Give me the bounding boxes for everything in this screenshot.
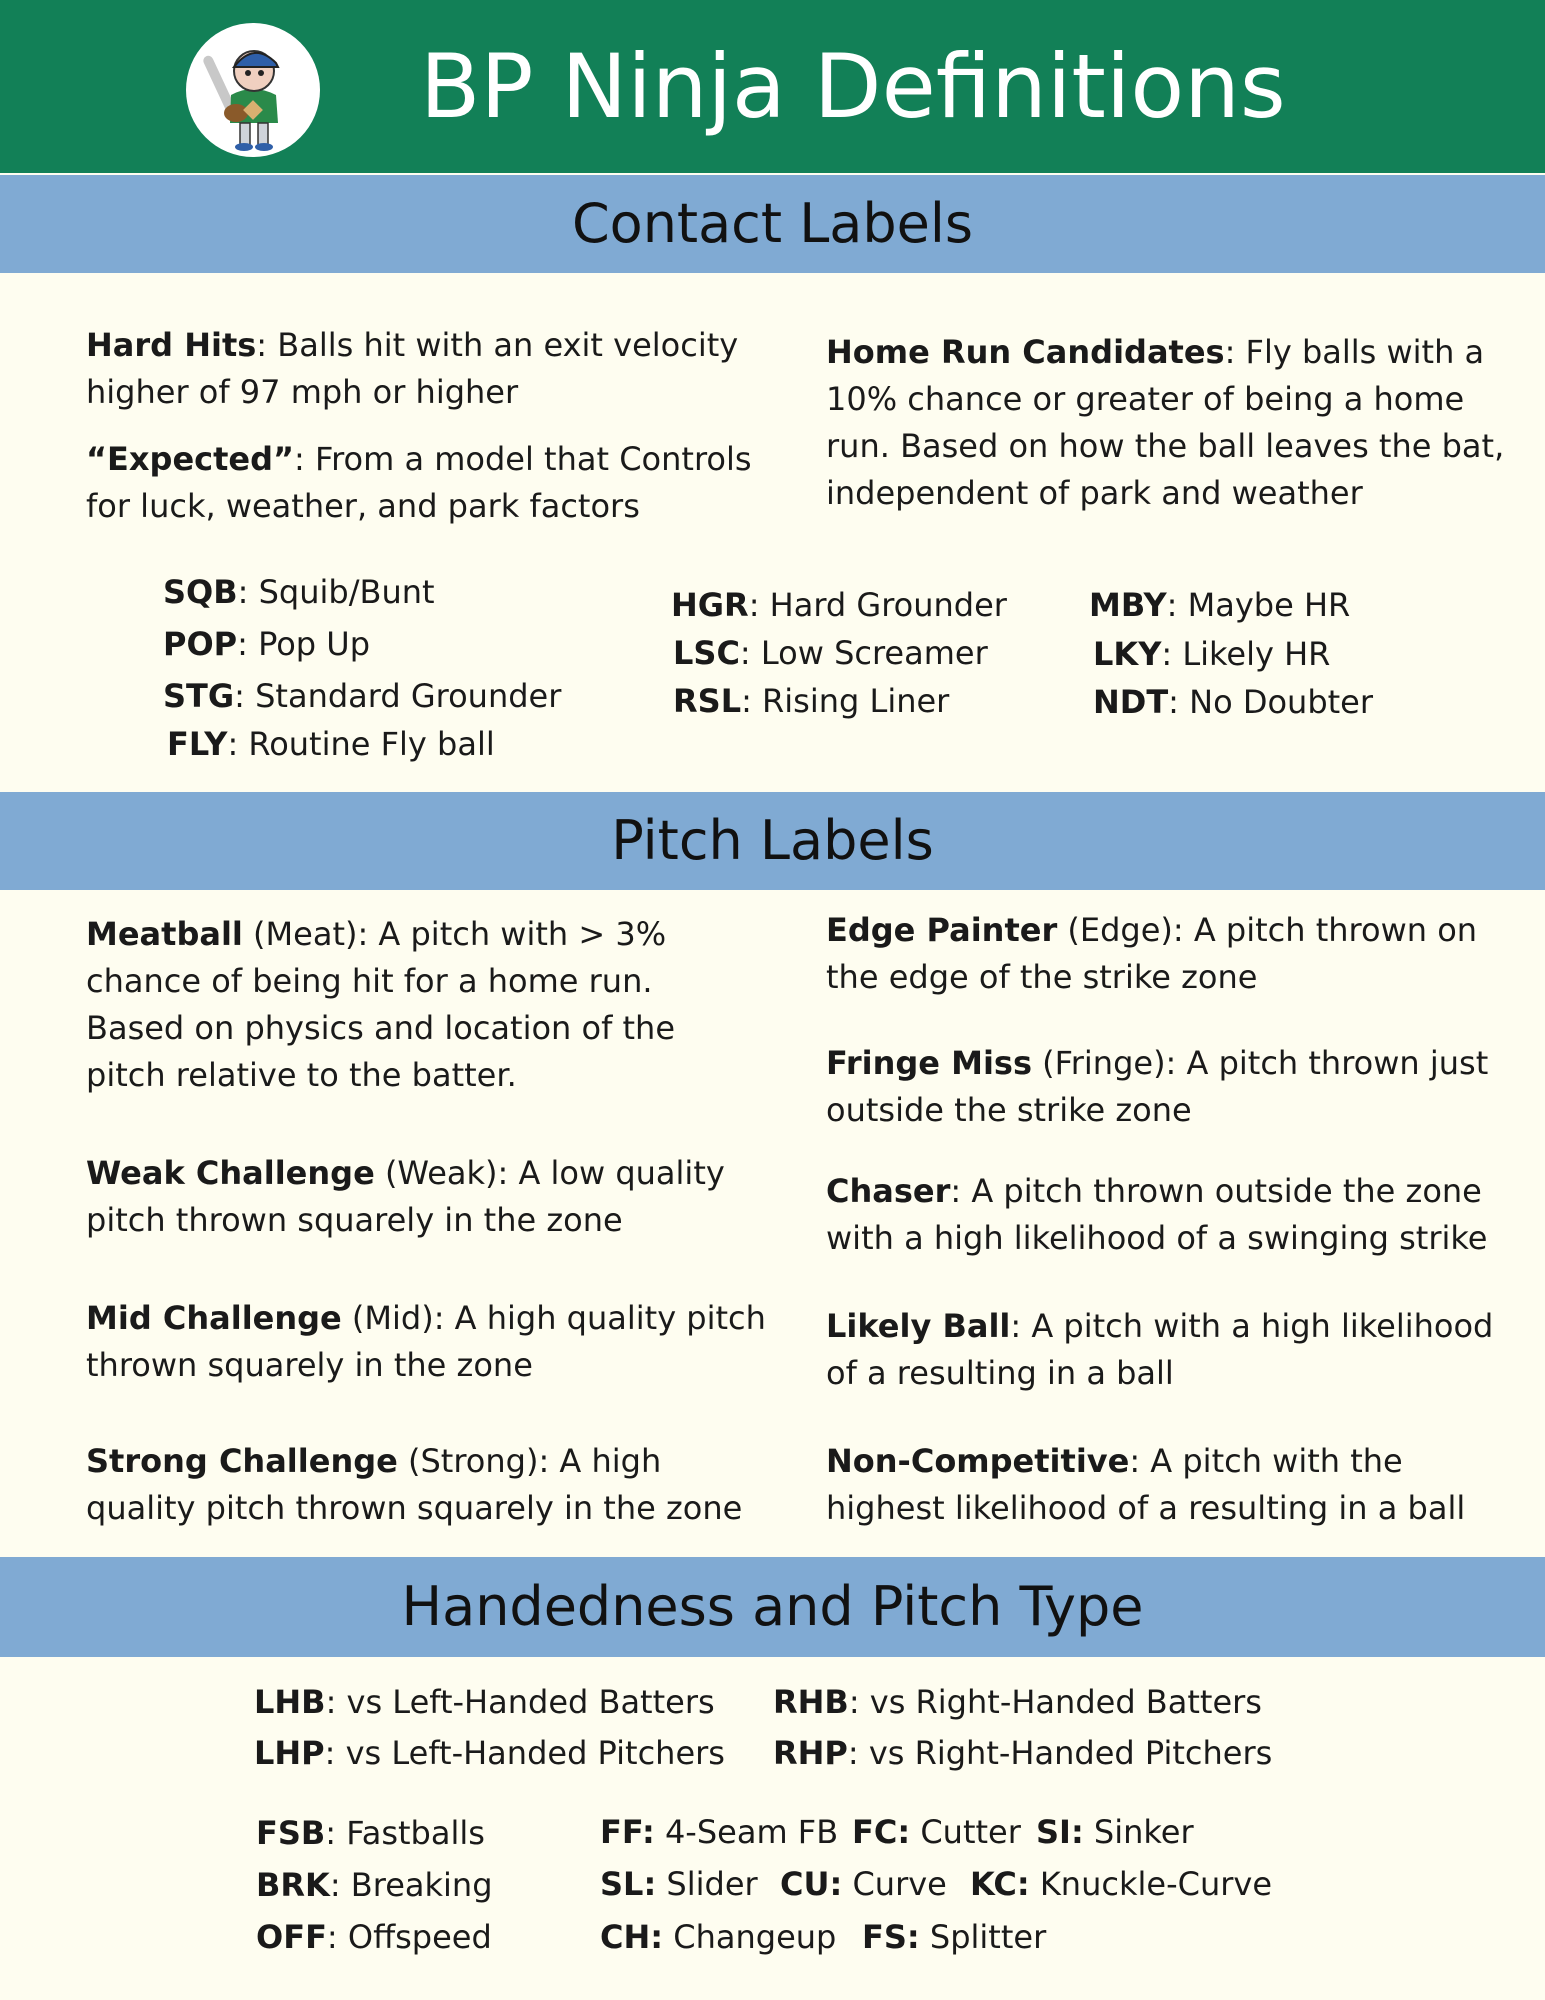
abbrev-ndt xyxy=(1093,683,1373,721)
code: OFF xyxy=(256,1918,327,1956)
desc: : Pop Up xyxy=(237,625,371,663)
abbrev-brk xyxy=(256,1866,493,1904)
term: Home Run Candidates xyxy=(826,333,1225,371)
abbrev-rhp xyxy=(773,1734,1272,1772)
desc: : No Doubter xyxy=(1168,683,1374,721)
definition-text: (Strong): A high quality pitch thrown squarely in the zone xyxy=(86,1442,743,1527)
code: FC: xyxy=(852,1813,911,1851)
page-title: BP Ninja Definitions xyxy=(420,35,1286,138)
section-heading-contact: Contact Labels xyxy=(0,175,1545,273)
definition-strong-challenge xyxy=(86,1438,776,1532)
abbrev-hgr xyxy=(671,586,1007,624)
definition-text: : Balls hit with an exit velocity higher of 97 mph or higher xyxy=(86,326,739,411)
definition-likely-ball xyxy=(826,1303,1506,1397)
pitch-type-kc xyxy=(970,1865,1272,1903)
code: STG xyxy=(163,677,235,715)
desc: Cutter xyxy=(910,1813,1021,1851)
abbrev-lsc xyxy=(673,634,988,672)
code: MBY xyxy=(1089,586,1167,624)
term: Fringe Miss xyxy=(826,1044,1032,1082)
desc: : Squib/Bunt xyxy=(237,573,435,611)
code: LSC xyxy=(673,634,740,672)
code: POP xyxy=(163,625,238,663)
term: Weak Challenge xyxy=(86,1154,375,1192)
definition-expected xyxy=(86,436,766,530)
code: HGR xyxy=(671,586,749,624)
definition-text: : From a model that Controls for luck, weather, and park factors xyxy=(86,440,752,525)
definition-chaser xyxy=(826,1168,1526,1262)
abbrev-mby xyxy=(1089,586,1350,624)
desc: Changeup xyxy=(663,1918,837,1956)
code: CH: xyxy=(600,1918,664,1956)
desc: : Hard Grounder xyxy=(748,586,1007,624)
abbrev-stg xyxy=(163,677,561,715)
pitch-type-fs xyxy=(862,1918,1046,1956)
desc: 4-Seam FB xyxy=(654,1813,839,1851)
definition-text: (Meat): A pitch with > 3% chance of being hit for a home run. Based on physics and location of the pitch relative to the batter. xyxy=(86,915,676,1094)
code: RHB xyxy=(773,1683,849,1721)
abbrev-fly xyxy=(167,725,495,763)
code: FF: xyxy=(600,1813,655,1851)
definition-edge-painter xyxy=(826,907,1506,1001)
desc: : Fastballs xyxy=(325,1814,485,1852)
definition-mid-challenge xyxy=(86,1295,766,1389)
definition-non-competitive xyxy=(826,1438,1516,1532)
desc: : vs Left-Handed Pitchers xyxy=(324,1734,725,1772)
code: SL: xyxy=(600,1865,657,1903)
desc: : vs Right-Handed Pitchers xyxy=(847,1734,1273,1772)
term: Meatball xyxy=(86,915,243,953)
definition-text: (Weak): A low quality pitch thrown squarely in the zone xyxy=(86,1154,725,1239)
section-heading-pitch: Pitch Labels xyxy=(0,792,1545,890)
code: FLY xyxy=(167,725,228,763)
section-heading-handedness: Handedness and Pitch Type xyxy=(0,1557,1545,1657)
code: RHP xyxy=(773,1734,848,1772)
abbrev-pop xyxy=(163,625,370,663)
definition-weak-challenge xyxy=(86,1150,766,1244)
term: Edge Painter xyxy=(826,911,1058,949)
pitch-type-ff xyxy=(600,1813,838,1851)
desc: : vs Right-Handed Batters xyxy=(848,1683,1262,1721)
pitch-type-sl xyxy=(600,1865,758,1903)
code: SQB xyxy=(163,573,238,611)
desc: : Likely HR xyxy=(1161,635,1331,673)
code: BRK xyxy=(256,1866,330,1904)
abbrev-lky xyxy=(1093,635,1330,673)
definition-home-run-candidates xyxy=(826,329,1506,517)
abbrev-lhp xyxy=(254,1734,725,1772)
desc: : Offspeed xyxy=(326,1918,492,1956)
abbrev-rhb xyxy=(773,1683,1262,1721)
code: FSB xyxy=(256,1814,326,1852)
desc: : Standard Grounder xyxy=(234,677,562,715)
definition-text: : Fly balls with a 10% chance or greater of being a home run. Based on how the ball leaves the bat, independent of park and weather xyxy=(826,333,1505,512)
pitch-type-si xyxy=(1036,1813,1194,1851)
definition-text: : A pitch thrown outside the zone with a high likelihood of a swinging strike xyxy=(826,1172,1488,1257)
code: FS: xyxy=(862,1918,920,1956)
term: Likely Ball xyxy=(826,1307,1011,1345)
code: CU: xyxy=(780,1865,843,1903)
desc: Slider xyxy=(656,1865,758,1903)
pitch-type-cu xyxy=(780,1865,947,1903)
abbrev-lhb xyxy=(254,1683,715,1721)
code: LHP xyxy=(254,1734,325,1772)
header-bar xyxy=(0,0,1545,173)
desc: : Rising Liner xyxy=(741,682,950,720)
desc: : Breaking xyxy=(329,1866,493,1904)
term: Strong Challenge xyxy=(86,1442,398,1480)
term: Hard Hits xyxy=(86,326,257,364)
desc: Splitter xyxy=(919,1918,1047,1956)
abbrev-sqb xyxy=(163,573,435,611)
desc: Knuckle-Curve xyxy=(1029,1865,1273,1903)
ninja-mascot-logo-icon xyxy=(186,23,320,157)
definition-fringe-miss xyxy=(826,1040,1506,1134)
desc: : Low Screamer xyxy=(739,634,988,672)
code: LKY xyxy=(1093,635,1162,673)
pitch-type-ch xyxy=(600,1918,836,1956)
definition-text: (Edge): A pitch thrown on the edge of the strike zone xyxy=(826,911,1478,996)
abbrev-fsb xyxy=(256,1814,485,1852)
desc: : Maybe HR xyxy=(1166,586,1351,624)
term: Non-Competitive xyxy=(826,1442,1130,1480)
desc: : Routine Fly ball xyxy=(227,725,495,763)
code: NDT xyxy=(1093,683,1169,721)
desc: : vs Left-Handed Batters xyxy=(325,1683,715,1721)
abbrev-rsl xyxy=(673,682,949,720)
definition-text: (Fringe): A pitch thrown just outside the strike zone xyxy=(826,1044,1489,1129)
definition-meatball xyxy=(86,911,726,1099)
desc: Sinker xyxy=(1083,1813,1194,1851)
definition-text: : A pitch with a high likelihood of a resulting in a ball xyxy=(826,1307,1494,1392)
term: Mid Challenge xyxy=(86,1299,342,1337)
code: LHB xyxy=(254,1683,326,1721)
code: KC: xyxy=(970,1865,1030,1903)
abbrev-off xyxy=(256,1918,492,1956)
code: RSL xyxy=(673,682,742,720)
term: “Expected” xyxy=(86,440,295,478)
definition-text: : A pitch with the highest likelihood of a resulting in a ball xyxy=(826,1442,1466,1527)
desc: Curve xyxy=(842,1865,947,1903)
term: Chaser xyxy=(826,1172,951,1210)
code: SI: xyxy=(1036,1813,1084,1851)
definition-hard-hits xyxy=(86,322,766,416)
pitch-type-fc xyxy=(852,1813,1021,1851)
definition-text: (Mid): A high quality pitch thrown squarely in the zone xyxy=(86,1299,766,1384)
